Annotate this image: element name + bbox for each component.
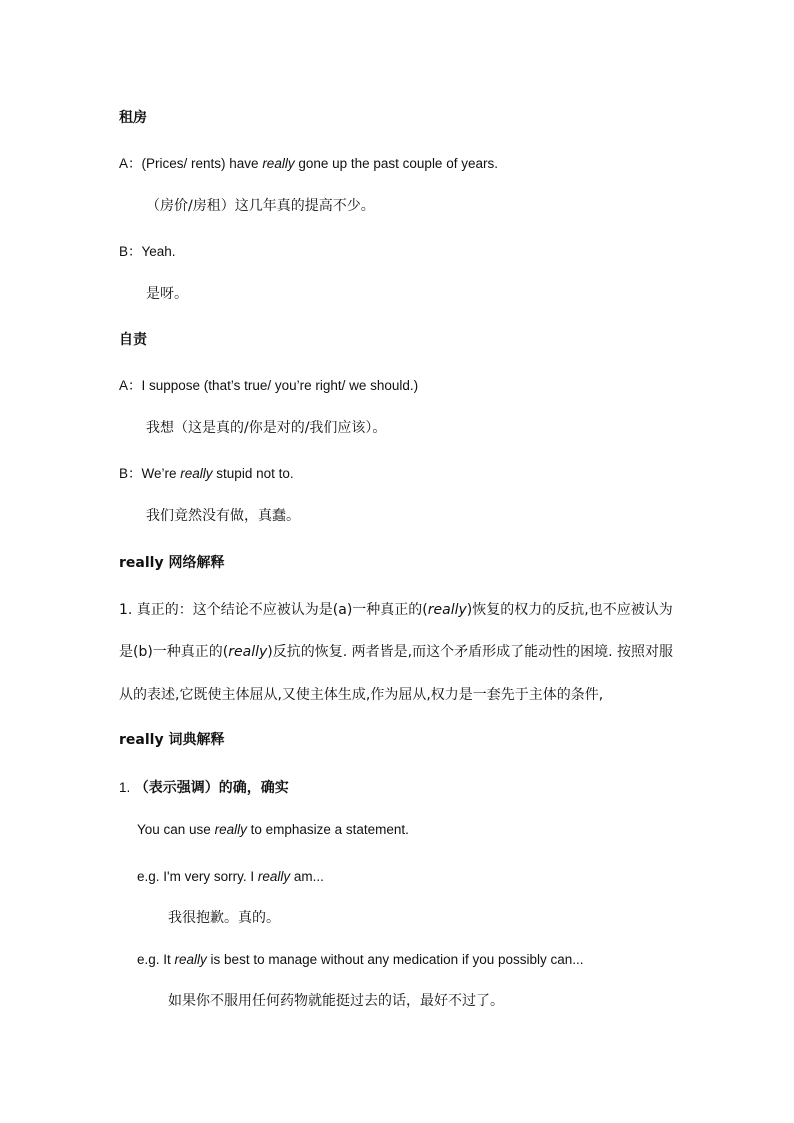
example-sentence bbox=[137, 950, 584, 970]
dialogue-text: I suppose (that’s true/ you’re right/ we should.) bbox=[141, 378, 419, 393]
example-text: e.g. It bbox=[137, 952, 175, 967]
example-text: am... bbox=[290, 869, 324, 884]
section-title-blame: 自责 bbox=[119, 332, 147, 348]
speaker-label: A： bbox=[119, 378, 142, 393]
dialogue-text: We’re bbox=[141, 466, 181, 481]
section-title-web: really 网络解释 bbox=[119, 555, 225, 571]
emphasis-word: really bbox=[214, 822, 247, 837]
speaker-label: A： bbox=[119, 156, 142, 171]
dialogue-text: (Prices/ rents) have bbox=[141, 156, 263, 171]
paragraph-text: 是(b)一种真正的( bbox=[119, 644, 229, 660]
paragraph-text: )反抗的恢复. 两者皆是,而这个矛盾形成了能动性的困境. 按照对服 bbox=[267, 644, 674, 660]
example-text: e.g. I'm very sorry. I bbox=[137, 869, 258, 884]
dialogue-text: stupid not to. bbox=[212, 466, 294, 481]
paragraph-text: )恢复的权力的反抗,也不应被认为 bbox=[466, 602, 673, 618]
usage-text: You can use bbox=[137, 822, 215, 837]
emphasis-word: really bbox=[174, 952, 207, 967]
emphasis-word: really bbox=[262, 156, 295, 171]
usage-note bbox=[137, 820, 409, 840]
dialogue-text: gone up the past couple of years. bbox=[294, 156, 498, 171]
section-title-rent: 租房 bbox=[119, 110, 147, 126]
example-sentence bbox=[137, 867, 324, 887]
translation-line: （房价/房租）这几年真的提高不少。 bbox=[146, 198, 375, 214]
emphasis-word: really bbox=[427, 602, 467, 618]
speaker-label: B： bbox=[119, 466, 142, 481]
item-number: 1. bbox=[119, 780, 131, 795]
example-text: is best to manage without any medication if you possibly can... bbox=[206, 952, 584, 967]
definition-title: （表示强调）的确，确实 bbox=[134, 780, 289, 796]
definition-item bbox=[119, 778, 289, 798]
dialogue-line-b bbox=[119, 464, 294, 484]
translation-line: 是呀。 bbox=[146, 286, 188, 302]
example-translation: 如果你不服用任何药物就能挺过去的话，最好不过了。 bbox=[168, 993, 504, 1009]
section-title-dict: really 词典解释 bbox=[119, 732, 225, 748]
emphasis-word: really bbox=[228, 644, 268, 660]
translation-line: 我们竟然没有做，真蠢。 bbox=[146, 508, 300, 524]
dialogue-line-a bbox=[119, 376, 418, 396]
paragraph-line bbox=[119, 642, 673, 662]
paragraph-line bbox=[119, 600, 673, 620]
paragraph-text: 1. 真正的：这个结论不应被认为是(a)一种真正的( bbox=[119, 602, 428, 618]
paragraph-line: 从的表述,它既使主体屈从,又使主体生成,作为屈从,权力是一套先于主体的条件, bbox=[119, 687, 604, 703]
dialogue-line-b bbox=[119, 242, 176, 262]
usage-text: to emphasize a statement. bbox=[246, 822, 409, 837]
translation-line: 我想（这是真的/你是对的/我们应该）。 bbox=[146, 420, 387, 436]
dialogue-text: Yeah. bbox=[141, 244, 176, 259]
speaker-label: B： bbox=[119, 244, 142, 259]
example-translation: 我很抱歉。真的。 bbox=[168, 910, 280, 926]
dialogue-line-a bbox=[119, 154, 498, 174]
emphasis-word: really bbox=[257, 869, 291, 884]
emphasis-word: really bbox=[180, 466, 213, 481]
